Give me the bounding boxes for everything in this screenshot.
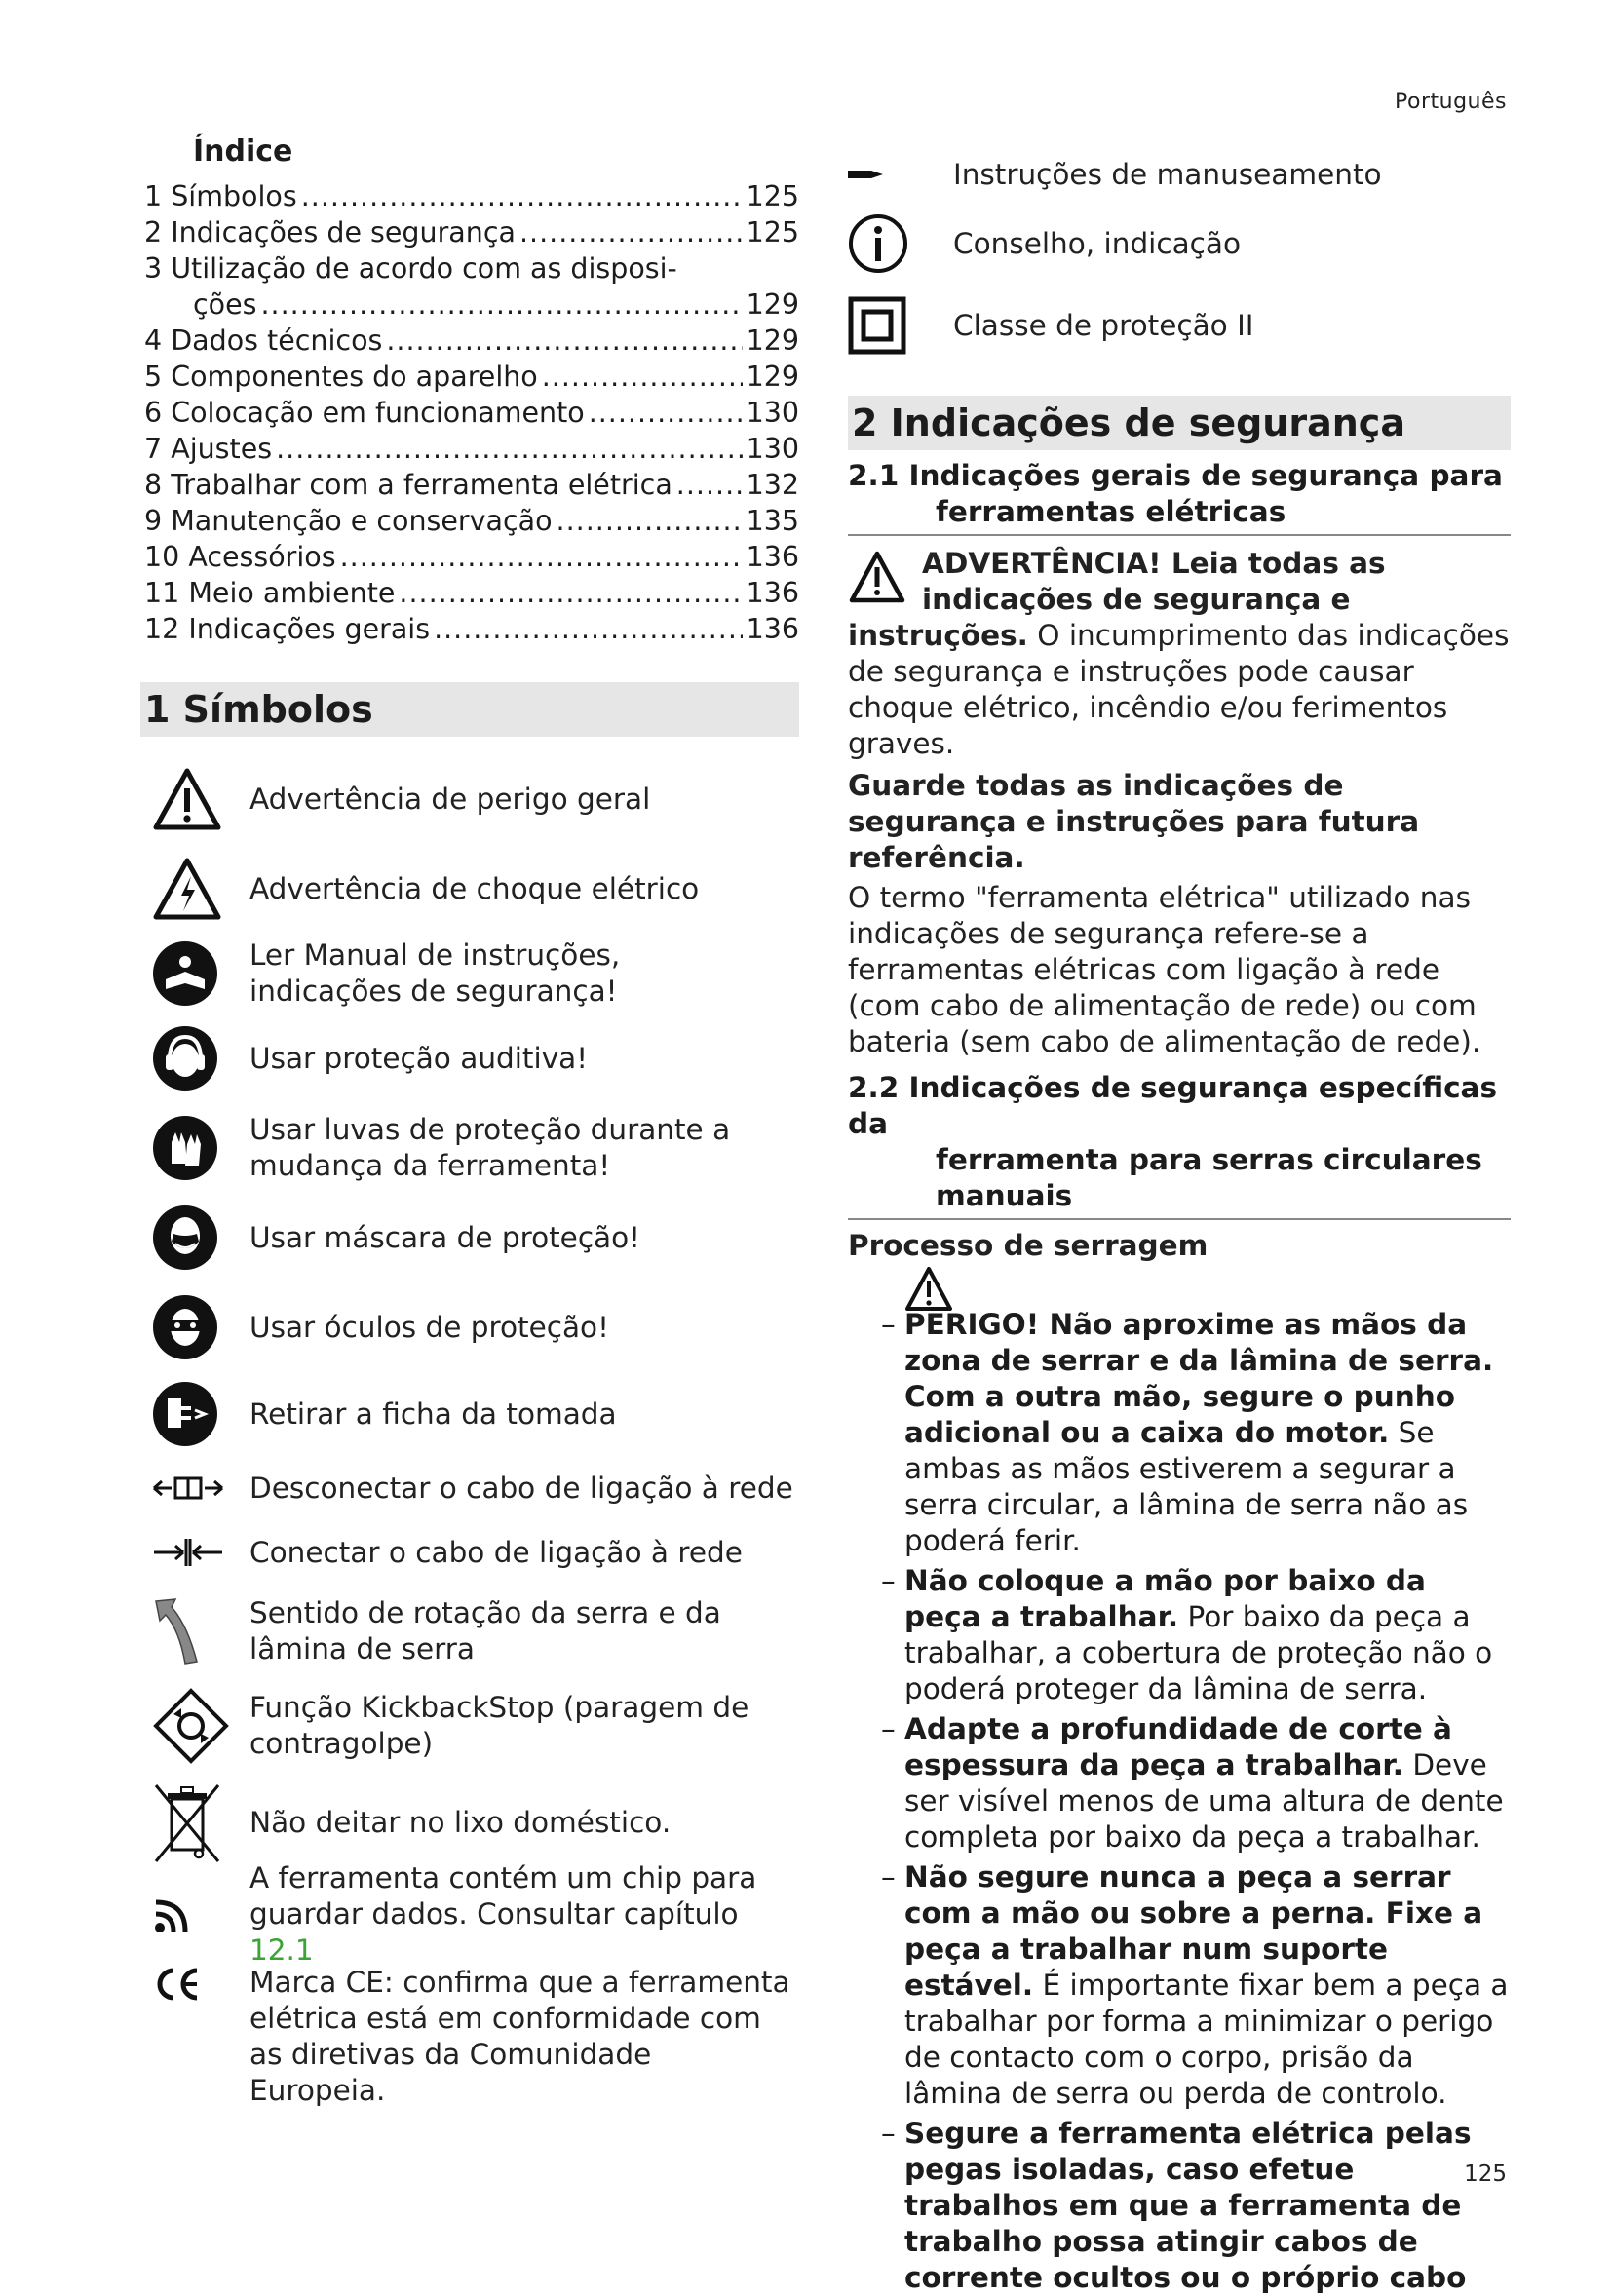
toc-row[interactable] <box>144 431 799 467</box>
symbol-row <box>144 1774 799 1871</box>
bullet-item: – PERIGO! Não aproxime as mãos da zona de serrar e da lâmina de serra. Com a outra mão, segure o punho adicional ou a caixa do motor. Se ambas as mãos estiverem a segurar a serra circular, a lâmina de serra não as poderá ferir. <box>881 1308 1494 1557</box>
toc-page: 129 <box>746 325 799 357</box>
left-column <box>144 134 799 2107</box>
symbol-label <box>249 1860 795 1969</box>
toc-label: 3 Utilização de acordo com as disposi- <box>144 252 677 285</box>
toc-label: 6 Colocação em funcionamento <box>144 397 585 429</box>
toc-row[interactable] <box>144 287 799 323</box>
symbol-label: Marca CE: confirma que a ferramenta elétrica está em conformidade com as diretivas da Comunidade Europeia. <box>249 1966 790 2107</box>
symbol-label: Advertência de choque elétrico <box>249 871 700 905</box>
toc-label: 2 Indicações de segurança <box>144 216 516 249</box>
bullet-text: É importante fixar bem a peça a trabalhar por forma a minimizar o perigo de contacto com o corpo, prisão da lâmina de serra ou perda de controlo. <box>904 1969 1509 2110</box>
class-ii-icon <box>848 296 953 355</box>
table-of-contents <box>144 178 799 647</box>
warning-triangle-icon <box>848 550 906 604</box>
toc-row[interactable] <box>144 323 799 359</box>
symbol-label: Usar máscara de proteção! <box>249 1220 641 1254</box>
bullet-text: Se ambas as mãos estiverem a segurar a serra circular, a lâmina de serra não as poderá ferir. <box>904 1416 1469 1557</box>
toc-label: ções <box>193 288 257 321</box>
page-number: 125 <box>1464 2162 1507 2187</box>
symbol-row <box>144 1103 799 1193</box>
symbol-row <box>144 754 799 844</box>
bullet-bold: Não segure nunca a peça a serrar com a mão ou sobre a perna. Fixe a peça a trabalhar num suporte estável. <box>904 1860 1483 2002</box>
toc-row[interactable] <box>144 395 799 431</box>
goggles-icon <box>144 1288 249 1366</box>
symbol-row <box>144 1860 799 1967</box>
bullet-item: – Segure a ferramenta elétrica pelas pegas isoladas, caso efetue trabalhos em que a ferramenta de trabalho possa atingir cabos de corrente ocultos ou o próprio cabo <box>881 2117 1472 2294</box>
symbol-row <box>848 285 1511 366</box>
toc-label: 10 Acessórios <box>144 541 336 573</box>
symbol-row <box>144 1678 799 1774</box>
warning-paragraph <box>848 546 1511 762</box>
toc-row[interactable] <box>144 539 799 575</box>
toc-row[interactable] <box>144 575 799 611</box>
toc-row[interactable] <box>144 250 799 287</box>
process-heading: Processo de serragem <box>848 1229 1209 1262</box>
toc-row[interactable] <box>144 178 799 214</box>
toc-label: 9 Manutenção e conservação <box>144 505 553 537</box>
toc-row[interactable] <box>144 214 799 250</box>
symbols-list <box>144 754 799 2107</box>
symbol-row <box>144 1372 799 1456</box>
symbol-row <box>144 1014 799 1103</box>
toc-label: 1 Símbolos <box>144 180 297 212</box>
symbol-label: Sentido de rotação da serra e da lâmina de serra <box>249 1596 721 1665</box>
warning-triangle-icon <box>144 760 249 838</box>
gloves-icon <box>144 1109 249 1187</box>
symbol-row <box>144 1193 799 1282</box>
symbol-label: Conectar o cabo de ligação à rede <box>249 1535 743 1569</box>
toc-page: 125 <box>746 216 799 249</box>
section-title-safety: 2 Indicações de segurança <box>848 396 1511 450</box>
toc-page: 129 <box>746 288 799 321</box>
symbol-label: Usar proteção auditiva! <box>249 1041 589 1075</box>
symbol-label: Conselho, indicação <box>953 227 1242 260</box>
unplug-icon <box>144 1375 249 1453</box>
warning-text: O incumprimento das indicações de segurança e instruções pode causar choque elétrico, incêndio e/ou ferimentos graves. <box>848 619 1510 760</box>
symbol-label: Instruções de manuseamento <box>953 158 1382 191</box>
subsection-title-specific <box>848 1070 1511 1220</box>
toc-page: 136 <box>746 613 799 645</box>
nfc-chip-icon <box>144 1875 249 1953</box>
toc-row[interactable] <box>144 359 799 395</box>
arrow-right-icon <box>848 168 953 181</box>
symbol-label: Advertência de perigo geral <box>249 782 651 816</box>
bullet-bold: Não coloque a mão por baixo da peça a trabalhar. <box>904 1564 1426 1633</box>
warning-bold-text: ADVERTÊNCIA! Leia todas as indicações de segurança e instruções. <box>848 547 1386 652</box>
ce-mark-icon <box>144 1965 249 2004</box>
symbol-row <box>144 1282 799 1372</box>
bullet-item: – Não coloque a mão por baixo da peça a trabalhar. Por baixo da peça a trabalhar, a cobertura de proteção não o poderá proteger da lâmina de serra. <box>881 1564 1493 1705</box>
toc-page: 135 <box>746 505 799 537</box>
toc-page: 132 <box>746 469 799 501</box>
symbol-label: Não deitar no lixo doméstico. <box>249 1805 672 1839</box>
toc-label: 8 Trabalhar com a ferramenta elétrica <box>144 469 672 501</box>
symbol-row <box>144 1520 799 1585</box>
toc-label: 7 Ajustes <box>144 433 273 465</box>
symbol-row <box>848 146 1511 203</box>
info-icon <box>848 213 953 274</box>
dust-mask-icon <box>144 1199 249 1277</box>
rotation-arrow-icon <box>144 1592 249 1670</box>
symbol-row <box>144 844 799 934</box>
symbol-label: Desconectar o cabo de ligação à rede <box>249 1471 793 1505</box>
weee-bin-icon <box>144 1783 249 1861</box>
bullet-item: – Não segure nunca a peça a serrar com a mão ou sobre a perna. Fixe a peça a trabalhar num suporte estável. É importante fixar bem a peça a trabalhar por forma a minimizar o perigo de contacto com o corpo, prisão da lâmina de serra ou perda de controlo. <box>881 1860 1509 2110</box>
page-language: Português <box>1395 90 1507 114</box>
connect-cable-icon <box>144 1513 249 1591</box>
symbol-label: Ler Manual de instruções, indicações de segurança! <box>249 938 621 1008</box>
symbol-row <box>144 1957 799 2107</box>
right-column <box>848 146 1511 2296</box>
section-title-symbols: 1 Símbolos <box>140 682 799 737</box>
kickbackstop-icon <box>144 1687 249 1765</box>
bullet-bold: PERIGO! Não aproxime as mãos da zona de serrar e da lâmina de serra. Com a outra mão, segure o punho adicional ou a caixa do motor. <box>904 1308 1494 1449</box>
toc-row[interactable] <box>144 503 799 539</box>
toc-row[interactable] <box>144 467 799 503</box>
symbol-label: Classe de proteção II <box>953 309 1254 342</box>
symbol-row <box>848 203 1511 285</box>
symbol-label: Usar óculos de proteção! <box>249 1310 609 1344</box>
bullet-bold: Segure a ferramenta elétrica pelas pegas isoladas, caso efetue trabalhos em que a ferramenta de trabalho possa atingir cabos de corrente ocultos ou o próprio cabo <box>904 2117 1472 2294</box>
symbol-label: Função KickbackStop (paragem de contragolpe) <box>249 1691 749 1760</box>
toc-page: 125 <box>746 180 799 212</box>
subsection-title-line: 2.1 Indicações gerais de segurança para <box>848 459 1503 492</box>
toc-label: 5 Componentes do aparelho <box>144 361 538 393</box>
bullet-text: Deve ser visível menos de uma altura de dente completa por baixo da peça a trabalhar. <box>904 1748 1504 1854</box>
toc-page: 136 <box>746 577 799 609</box>
toc-page: 129 <box>746 361 799 393</box>
symbol-label-text: A ferramenta contém um chip para guardar dados. Consultar capítulo <box>249 1860 757 1931</box>
keep-instructions-text: Guarde todas as indicações de segurança e instruções para futura referência. <box>848 769 1420 874</box>
subsection-title-line: ferramentas elétricas <box>936 495 1286 528</box>
bullet-bold: Adapte a profundidade de corte à espessura da peça a trabalhar. <box>904 1712 1452 1781</box>
toc-label: 11 Meio ambiente <box>144 577 396 609</box>
subsection-title-line: ferramenta para serras circulares manuais <box>936 1143 1482 1212</box>
symbol-row <box>144 1585 799 1678</box>
toc-label: 12 Indicações gerais <box>144 613 431 645</box>
symbol-row <box>144 1456 799 1520</box>
ear-protection-icon <box>144 1019 249 1097</box>
symbol-label: Retirar a ficha da tomada <box>249 1397 617 1431</box>
symbol-row <box>144 934 799 1014</box>
toc-label: 4 Dados técnicos <box>144 325 383 357</box>
read-manual-icon <box>144 935 249 1013</box>
toc-row[interactable] <box>144 611 799 647</box>
warning-triangle-icon <box>904 1266 953 1313</box>
symbol-label: Usar luvas de proteção durante a mudança da ferramenta! <box>249 1113 731 1182</box>
subsection-title-general <box>848 458 1511 536</box>
subsection-title-line: 2.2 Indicações de segurança específicas da <box>848 1071 1498 1140</box>
chapter-link[interactable]: 12.1 <box>249 1932 314 1967</box>
toc-page: 130 <box>746 433 799 465</box>
toc-title: Índice <box>193 134 293 169</box>
bullet-text: Por baixo da peça a trabalhar, a cobertura de proteção não o poderá proteger da lâmina de serra. <box>904 1600 1493 1705</box>
toc-page: 130 <box>746 397 799 429</box>
electric-shock-icon <box>144 850 249 928</box>
bullet-item: – Adapte a profundidade de corte à espessura da peça a trabalhar. Deve ser visível menos de uma altura de dente completa por baixo da peça a trabalhar. <box>881 1712 1504 1854</box>
term-definition-paragraph: O termo "ferramenta elétrica" utilizado nas indicações de segurança refere-se a ferramentas elétricas com ligação à rede (com cabo de alimentação de rede) ou com bateria (sem cabo de alimentação de rede). <box>848 881 1481 1058</box>
danger-icon-spacer <box>848 1264 1511 1307</box>
toc-page: 136 <box>746 541 799 573</box>
